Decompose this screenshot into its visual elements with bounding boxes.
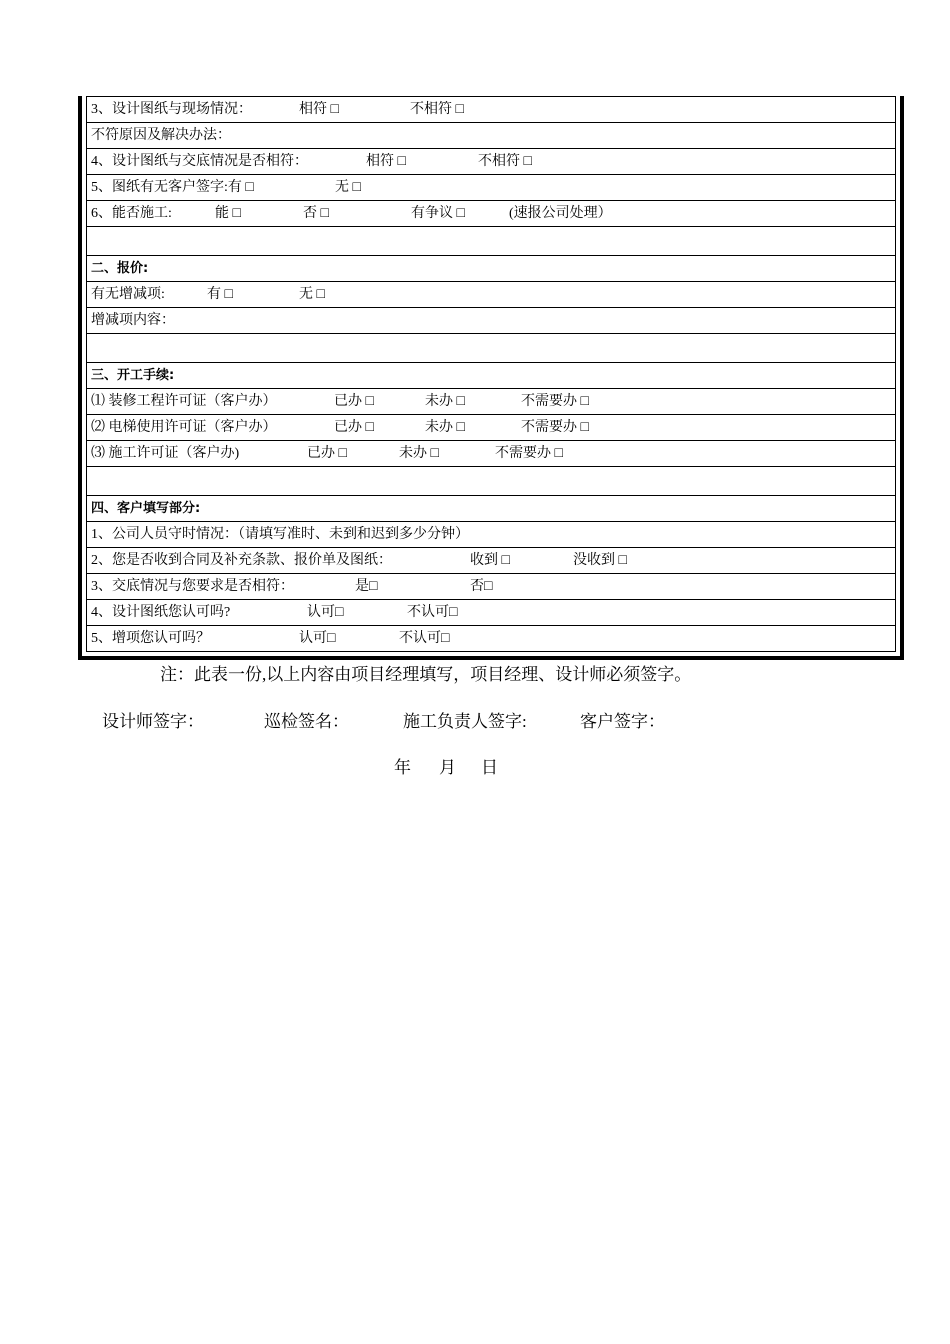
- option-no[interactable]: 否□: [470, 579, 493, 594]
- option-disputed[interactable]: 有争议 □: [411, 206, 465, 221]
- label: 有无增减项:: [91, 287, 165, 302]
- option-match[interactable]: 相符 □: [366, 154, 406, 169]
- option-disapprove[interactable]: 不认可□: [399, 631, 450, 646]
- row-renovation-permit: [87, 389, 895, 415]
- customer-signature[interactable]: 客户签字：: [580, 712, 665, 731]
- label: 4、设计图纸与交底情况是否相符：: [91, 154, 308, 169]
- row-change-items: [87, 282, 895, 308]
- section-title-quote: 二、报价:: [87, 256, 895, 282]
- row-elevator-permit: [87, 415, 895, 441]
- label: ⑴ 装修工程许可证（客户办）: [91, 394, 277, 409]
- date-month: 月: [439, 758, 456, 777]
- option-not-done[interactable]: 未办 □: [425, 420, 465, 435]
- option-approve[interactable]: 认可□: [299, 631, 336, 646]
- option-yes[interactable]: 是□: [355, 579, 378, 594]
- label: ⑶ 施工许可证（客户办): [91, 446, 240, 461]
- row-customer-signature: [87, 175, 895, 201]
- option-not-needed[interactable]: 不需要办 □: [495, 446, 563, 461]
- option-mismatch[interactable]: 不相符 □: [478, 154, 532, 169]
- option-not-done[interactable]: 未办 □: [399, 446, 439, 461]
- blank-row: [87, 227, 895, 256]
- option-done[interactable]: 已办 □: [307, 446, 347, 461]
- date-day: 日: [481, 758, 498, 777]
- label: 6、能否施工:: [91, 206, 172, 221]
- row-drawing-approval: [87, 600, 895, 626]
- label: 3、交底情况与您要求是否相符：: [91, 579, 294, 594]
- inspection-signature[interactable]: 巡检签名：: [264, 712, 349, 731]
- option-none[interactable]: 无 □: [335, 180, 361, 195]
- option-mismatch[interactable]: 不相符 □: [410, 102, 464, 117]
- option-yes[interactable]: 能 □: [215, 206, 241, 221]
- option-yes[interactable]: 有 □: [207, 287, 233, 302]
- row-mismatch-reason: [87, 123, 895, 149]
- label: 1、公司人员守时情况：（请填写准时、未到和迟到多少分钟）: [91, 527, 469, 542]
- option-disapprove[interactable]: 不认可□: [407, 605, 458, 620]
- option-not-needed[interactable]: 不需要办 □: [521, 420, 589, 435]
- option-no[interactable]: 否 □: [303, 206, 329, 221]
- row-additions-approval: [87, 626, 895, 651]
- label: 2、您是否收到合同及补充条款、报价单及图纸：: [91, 553, 392, 568]
- label: 增减项内容：: [91, 313, 175, 328]
- row-briefing-match: [87, 574, 895, 600]
- blank-row: [87, 467, 895, 496]
- label: 4、设计图纸您认可吗?: [91, 605, 231, 620]
- date-year: 年: [394, 758, 411, 777]
- section-title-customer: 四、客户填写部分:: [87, 496, 895, 522]
- blank-row: [87, 334, 895, 363]
- construction-lead-signature[interactable]: 施工负责人签字:: [403, 712, 527, 731]
- section-title-permits: 三、开工手续:: [87, 363, 895, 389]
- option-not-done[interactable]: 未办 □: [425, 394, 465, 409]
- inspection-form: [78, 96, 904, 660]
- option-no[interactable]: 无 □: [299, 287, 325, 302]
- label: 5、增项您认可吗？: [91, 631, 210, 646]
- option-match[interactable]: 相符 □: [299, 102, 339, 117]
- option-approve[interactable]: 认可□: [307, 605, 344, 620]
- label: 3、设计图纸与现场情况：: [91, 102, 252, 117]
- row-contract-received: [87, 548, 895, 574]
- row-punctuality: [87, 522, 895, 548]
- dispute-note: (速报公司处理）: [509, 206, 612, 221]
- option-done[interactable]: 已办 □: [334, 394, 374, 409]
- label: 不符原因及解决办法：: [91, 128, 231, 143]
- row-construction-permit: [87, 441, 895, 467]
- footer-note: 注：此表一份,以上内容由项目经理填写，项目经理、设计师必须签字。: [160, 665, 692, 684]
- option-not-needed[interactable]: 不需要办 □: [521, 394, 589, 409]
- label[interactable]: 5、图纸有无客户签字:有 □: [91, 180, 254, 195]
- form-table: [86, 96, 896, 652]
- option-done[interactable]: 已办 □: [334, 420, 374, 435]
- row-can-construct: [87, 201, 895, 227]
- option-not-received[interactable]: 没收到 □: [573, 553, 627, 568]
- label: ⑵ 电梯使用许可证（客户办）: [91, 420, 277, 435]
- designer-signature[interactable]: 设计师签字：: [102, 712, 204, 731]
- option-received[interactable]: 收到 □: [470, 553, 510, 568]
- row-drawing-vs-site: [87, 97, 895, 123]
- row-change-content: [87, 308, 895, 334]
- row-drawing-vs-briefing: [87, 149, 895, 175]
